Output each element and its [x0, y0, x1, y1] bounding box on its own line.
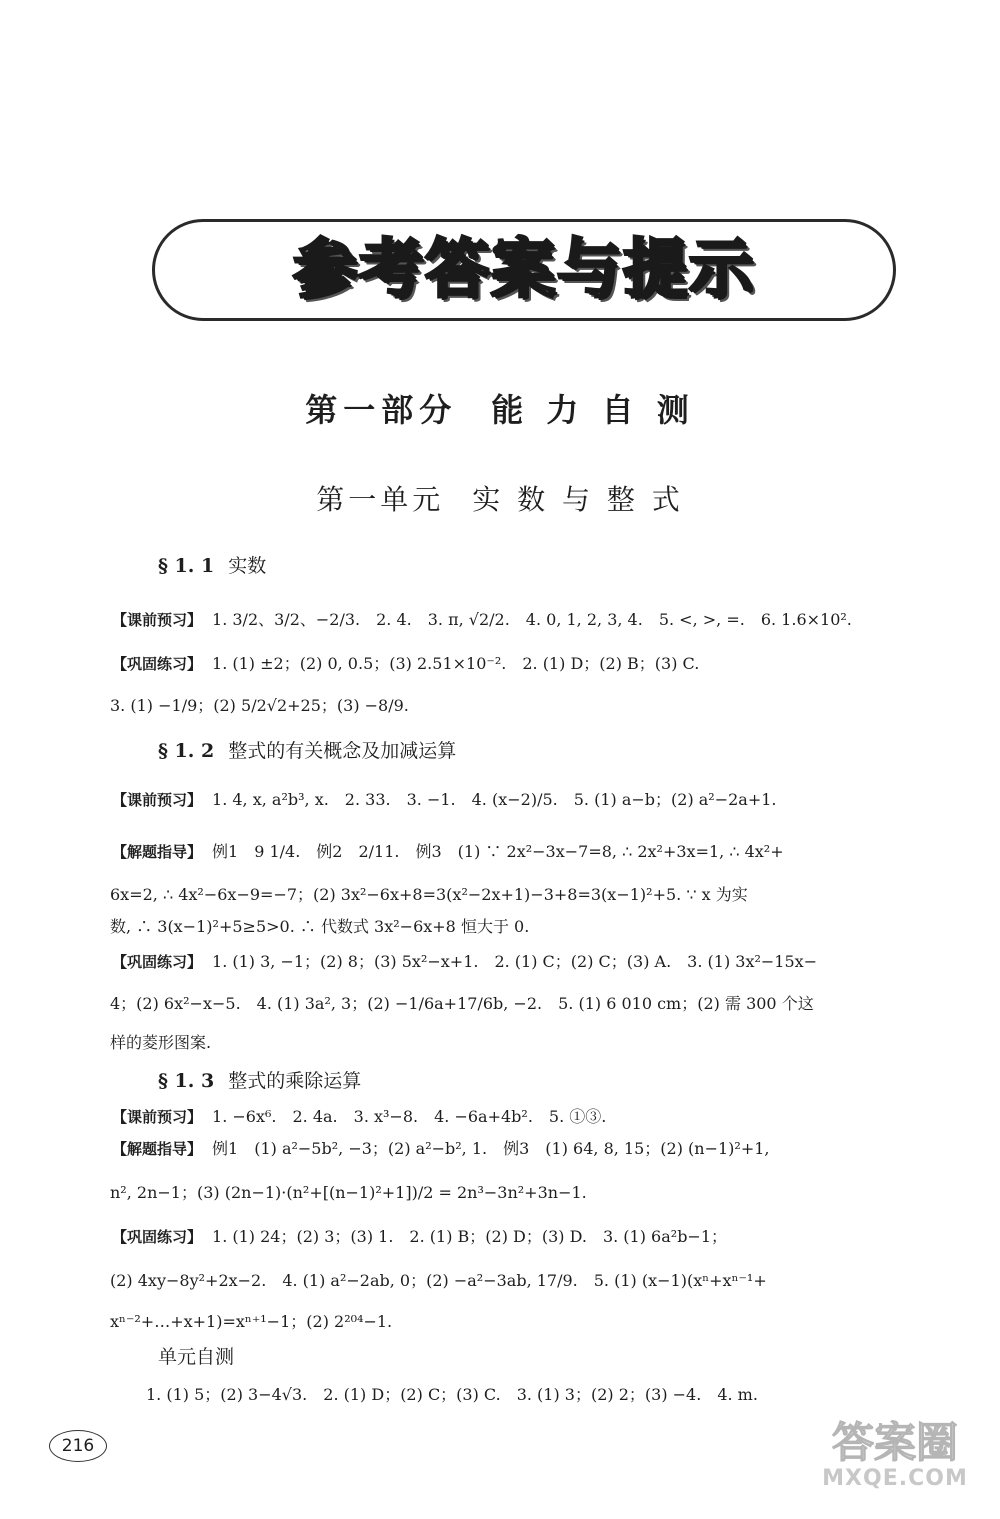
- tag-preview: 【课前预习】: [112, 1108, 203, 1126]
- answer-line: [146, 1382, 758, 1405]
- page-number: [49, 1430, 107, 1462]
- section-title: 单元自测: [158, 1346, 235, 1368]
- section-title: 实数: [228, 555, 267, 577]
- answer-text: 1. (1) ±2；(2) 0, 0.5；(3) 2.51×10⁻². 2. (1) D；(2) B；(3) C.: [212, 654, 700, 673]
- answer-text: 1. 3/2、3/2、−2/3. 2. 4. 3. π, √2/2. 4. 0, 1, 2, 3, 4. 5. <, >, =. 6. 1.6×10².: [212, 610, 852, 629]
- watermark-logo: [795, 1420, 995, 1515]
- answer-text: 1. (1) 24；(2) 3；(3) 1. 2. (1) B；(2) D；(3) D. 3. (1) 6a²b−1；: [212, 1227, 728, 1246]
- answer-text: 4；(2) 6x²−x−5. 4. (1) 3a², 3；(2) −1/6a+17/6b, −2. 5. (1) 6 010 cm；(2) 需 300 个这: [110, 994, 814, 1013]
- answer-line: [110, 693, 409, 716]
- part-title-b: 能 力 自 测: [491, 391, 695, 429]
- tag-preview: 【课前预习】: [112, 611, 203, 629]
- watermark-top: 答案圈: [831, 1418, 958, 1467]
- section-number: § 1. 1: [158, 555, 215, 577]
- title-banner: [152, 219, 896, 321]
- tag-consolidate: 【巩固练习】: [112, 953, 203, 971]
- answer-line: [110, 1309, 392, 1332]
- section-heading-1-2: [158, 736, 456, 763]
- answer-line: [110, 1030, 211, 1053]
- answer-line: [112, 949, 817, 972]
- tag-consolidate: 【巩固练习】: [112, 655, 203, 673]
- answer-line: [112, 651, 699, 674]
- answer-text: 样的菱形图案.: [110, 1033, 212, 1052]
- answer-line: [112, 839, 784, 862]
- section-number: § 1. 3: [158, 1070, 215, 1092]
- answer-text: xⁿ⁻²+…+x+1)=xⁿ⁺¹−1；(2) 2²⁰⁴−1.: [110, 1312, 393, 1331]
- answer-text: n², 2n−1；(3) (2n−1)·(n²+[(n−1)²+1])/2 = 2n³−3n²+3n−1.: [110, 1183, 587, 1202]
- answer-line: [112, 607, 852, 630]
- section-number: § 1. 2: [158, 740, 215, 762]
- banner-title: 参考答案与提示: [293, 233, 755, 307]
- section-title: 整式的乘除运算: [228, 1070, 362, 1092]
- section-heading-unit-test: [158, 1342, 234, 1369]
- answer-text: 1. (1) 5；(2) 3−4√3. 2. (1) D；(2) C；(3) C. 3. (1) 3；(2) 2；(3) −4. 4. m.: [146, 1385, 758, 1404]
- answer-text: 数, ∴ 3(x−1)²+5≥5>0. ∴ 代数式 3x²−6x+8 恒大于 0.: [110, 917, 530, 936]
- answer-text: 1. −6x⁶. 2. 4a. 3. x³−8. 4. −6a+4b². 5. ①③.: [212, 1107, 607, 1126]
- part-title: [0, 385, 1000, 431]
- tag-guide: 【解题指导】: [112, 843, 203, 861]
- answer-text: 例1 (1) a²−5b², −3；(2) a²−b², 1. 例3 (1) 64, 8, 15；(2) (n−1)²+1,: [212, 1139, 770, 1158]
- answer-line: [112, 787, 777, 810]
- section-heading-1-1: [158, 551, 266, 578]
- answer-line: [110, 914, 529, 937]
- answer-text: 1. (1) 3, −1；(2) 8；(3) 5x²−x+1. 2. (1) C；(2) C；(3) A. 3. (1) 3x²−15x−: [212, 952, 818, 971]
- answer-text: 例1 9 1/4. 例2 2/11. 例3 (1) ∵ 2x²−3x−7=8, ∴ 2x²+3x=1, ∴ 4x²+: [212, 842, 784, 861]
- answer-text: 3. (1) −1/9；(2) 5/2√2+25；(3) −8/9.: [110, 696, 409, 715]
- answer-line: [112, 1136, 770, 1159]
- tag-guide: 【解题指导】: [112, 1140, 203, 1158]
- unit-title: [0, 478, 1000, 518]
- answer-line: [110, 991, 814, 1014]
- answer-line: [112, 1104, 606, 1127]
- tag-preview: 【课前预习】: [112, 791, 203, 809]
- answer-line: [110, 1268, 767, 1291]
- answer-line: [110, 882, 748, 905]
- section-heading-1-3: [158, 1066, 361, 1093]
- answer-text: 6x=2, ∴ 4x²−6x−9=−7；(2) 3x²−6x+8=3(x²−2x+1)−3+8=3(x−1)²+5. ∵ x 为实: [110, 885, 748, 904]
- section-title: 整式的有关概念及加减运算: [228, 740, 457, 762]
- watermark-bottom: MXQE.COM: [822, 1466, 968, 1492]
- answer-line: [112, 1224, 727, 1247]
- answer-text: (2) 4xy−8y²+2x−2. 4. (1) a²−2ab, 0；(2) −a²−3ab, 17/9. 5. (1) (x−1)(xⁿ+xⁿ⁻¹+: [110, 1271, 767, 1290]
- tag-consolidate: 【巩固练习】: [112, 1228, 203, 1246]
- unit-title-a: 第一单元: [316, 483, 445, 516]
- page-number-text: 216: [61, 1436, 95, 1456]
- answer-text: 1. 4, x, a²b³, x. 2. 33. 3. −1. 4. (x−2)/5. 5. (1) a−b；(2) a²−2a+1.: [212, 790, 777, 809]
- part-title-a: 第一部分: [305, 391, 458, 429]
- answer-line: [110, 1180, 587, 1203]
- unit-title-b: 实 数 与 整 式: [472, 483, 684, 516]
